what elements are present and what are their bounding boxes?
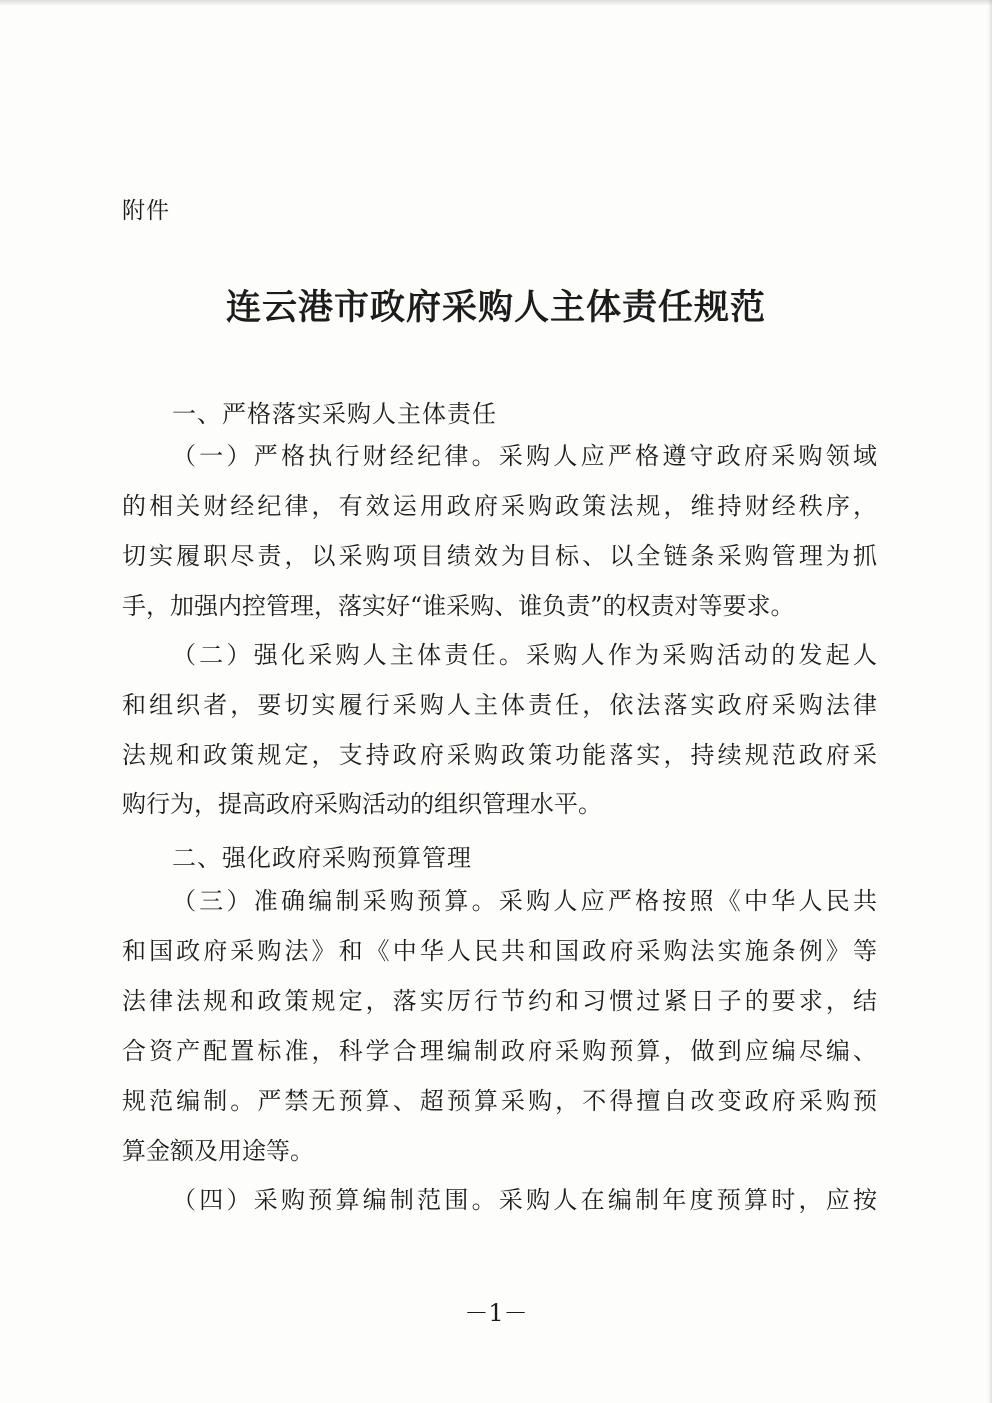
- paragraph-line: （一）严格执行财经纪律。采购人应严格遵守政府采购领域: [172, 442, 877, 470]
- paragraph-line: 法律法规和政策规定，落实厉行节约和习惯过紧日子的要求，结: [122, 987, 877, 1015]
- scan-edge: [0, 0, 992, 6]
- paragraph-line: 的相关财经纪律，有效运用政府采购政策法规，维持财经秩序，: [122, 492, 877, 520]
- paragraph-line: 购行为，提高政府采购活动的组织管理水平。: [122, 790, 602, 818]
- paragraph-line: 切实履职尽责，以采购项目绩效为目标、以全链条采购管理为抓: [122, 542, 877, 570]
- paragraph-line: 法规和政策规定，支持政府采购政策功能落实，持续规范政府采: [122, 741, 877, 769]
- document-title: 连云港市政府采购人主体责任规范: [225, 287, 766, 328]
- page-number: －1－: [464, 1299, 528, 1327]
- paragraph-line: 合资产配置标准，科学合理编制政府采购预算，做到应编尽编、: [122, 1037, 877, 1065]
- paragraph-line: （三）准确编制采购预算。采购人应严格按照《中华人民共: [172, 887, 877, 915]
- attachment-label: 附件: [122, 198, 170, 224]
- paragraph-line: （四）采购预算编制范围。采购人在编制年度预算时，应按: [172, 1186, 877, 1214]
- paragraph-line: 和组织者，要切实履行采购人主体责任，依法落实政府采购法律: [122, 691, 877, 719]
- paragraph-line: 手，加强内控管理，落实好“谁采购、谁负责”的权责对等要求。: [122, 592, 795, 620]
- scan-edge: [988, 0, 992, 1403]
- paragraph-line: （二）强化采购人主体责任。采购人作为采购活动的发起人: [172, 641, 877, 669]
- paragraph-line: 规范编制。严禁无预算、超预算采购，不得擅自改变政府采购预: [122, 1087, 877, 1115]
- paragraph-line: 算金额及用途等。: [122, 1137, 314, 1165]
- section-heading: 二、强化政府采购预算管理: [172, 844, 472, 872]
- paragraph-line: 和国政府采购法》和《中华人民共和国政府采购法实施条例》等: [122, 937, 877, 965]
- section-heading: 一、严格落实采购人主体责任: [172, 400, 497, 428]
